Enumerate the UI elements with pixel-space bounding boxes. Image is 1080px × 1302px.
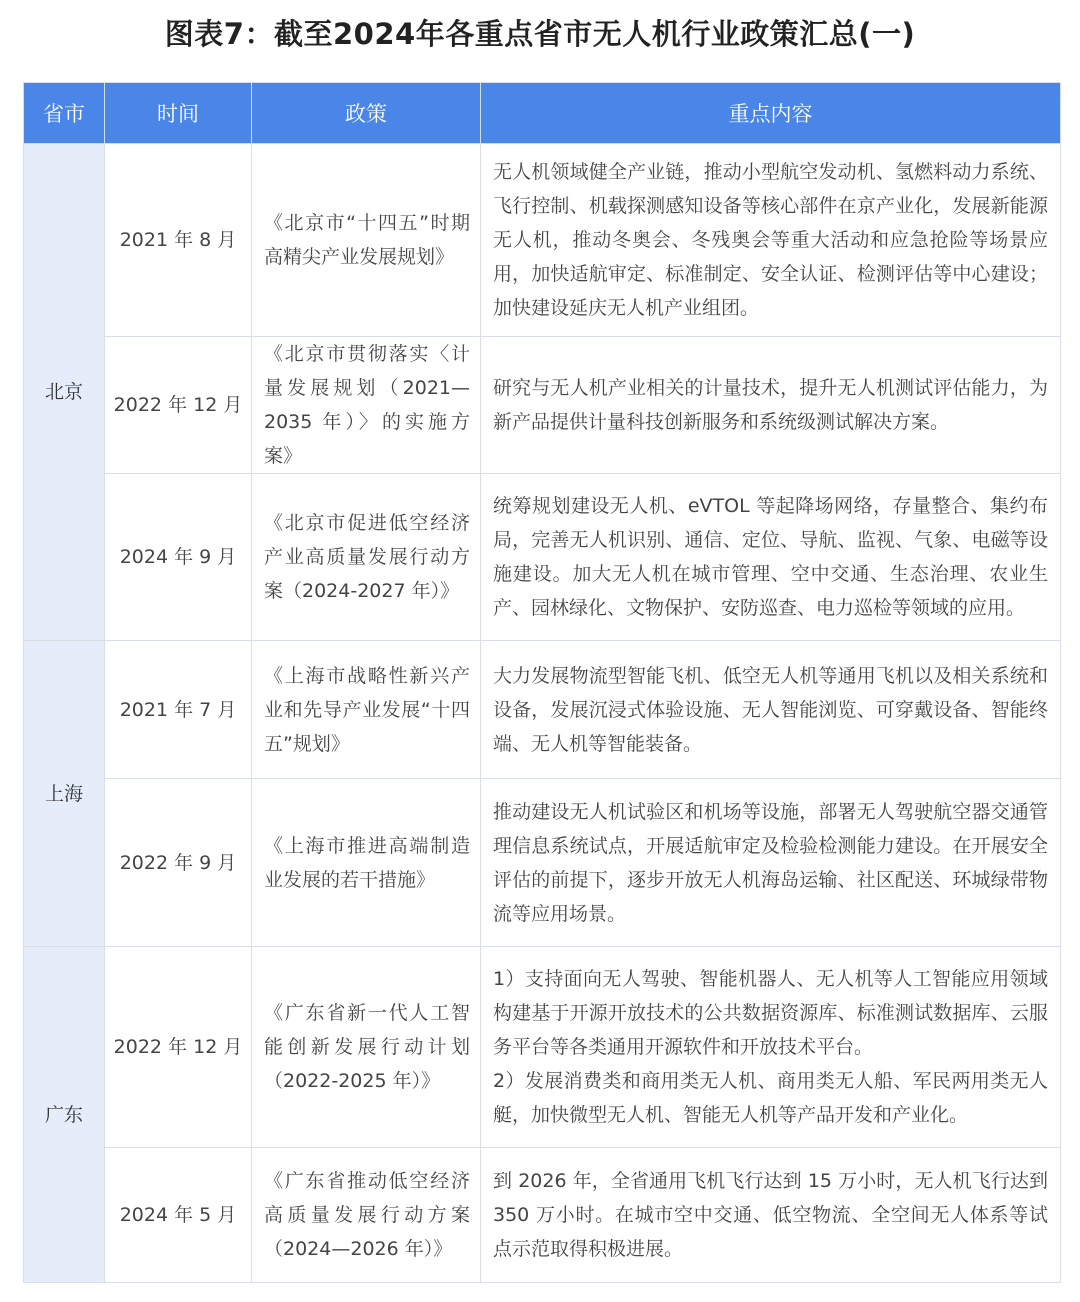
time-cell: 2021 年 7 月: [105, 641, 252, 779]
header-content: 重点内容: [481, 83, 1061, 144]
policy-cell: 《广东省新一代人工智能创新发展行动计划（2022-2025 年）》: [252, 947, 481, 1148]
content-cell: 推动建设无人机试验区和机场等设施，部署无人驾驶航空器交通管理信息系统试点，开展适航审定及检验检测能力建设。在开展安全评估的前提下，逐步开放无人机海岛运输、社区配送、环城绿带物流等应用场景。: [481, 779, 1061, 947]
policy-table: [23, 82, 1061, 1283]
content-cell: 大力发展物流型智能飞机、低空无人机等通用飞机以及相关系统和设备，发展沉浸式体验设施、无人智能浏览、可穿戴设备、智能终端、无人机等智能装备。: [481, 641, 1061, 779]
policy-cell: 《广东省推动低空经济高质量发展行动方案（2024—2026 年）》: [252, 1148, 481, 1283]
content-cell: [481, 947, 1061, 1148]
policy-cell: 《北京市贯彻落实〈计量发展规划（2021—2035 年）〉的实施方案》: [252, 337, 481, 474]
policy-cell: 《北京市“十四五”时期高精尖产业发展规划》: [252, 144, 481, 337]
table-row: [24, 144, 1061, 337]
time-cell: 2022 年 12 月: [105, 337, 252, 474]
content-point-1: 1）支持面向无人驾驶、智能机器人、无人机等人工智能应用领域构建基于开源开放技术的公共数据资源库、标准测试数据库、云服务平台等各类通用开源软件和开放技术平台。: [493, 968, 1048, 1058]
content-cell: 无人机领域健全产业链，推动小型航空发动机、氢燃料动力系统、飞行控制、机载探测感知设备等核心部件在京产业化，发展新能源无人机，推动冬奥会、冬残奥会等重大活动和应急抢险等场景应用，加快适航审定、标准制定、安全认证、检测评估等中心建设；加快建设延庆无人机产业组团。: [481, 144, 1061, 337]
time-cell: 2022 年 12 月: [105, 947, 252, 1148]
table-row: [24, 474, 1061, 641]
table-row: [24, 337, 1061, 474]
policy-table-container: [23, 82, 1060, 1283]
province-cell-guangdong: 广东: [24, 947, 105, 1283]
policy-cell: 《上海市战略性新兴产业和先导产业发展“十四五”规划》: [252, 641, 481, 779]
time-cell: 2022 年 9 月: [105, 779, 252, 947]
province-cell-beijing: 北京: [24, 144, 105, 641]
table-row: [24, 779, 1061, 947]
table-header-row: [24, 83, 1061, 144]
header-province: 省市: [24, 83, 105, 144]
policy-cell: 《北京市促进低空经济产业高质量发展行动方案（2024-2027 年）》: [252, 474, 481, 641]
content-cell: 研究与无人机产业相关的计量技术，提升无人机测试评估能力，为新产品提供计量科技创新服务和系统级测试解决方案。: [481, 337, 1061, 474]
content-cell: 到 2026 年，全省通用飞机飞行达到 15 万小时，无人机飞行达到 350 万小时。在城市空中交通、低空物流、全空间无人体系等试点示范取得积极进展。: [481, 1148, 1061, 1283]
table-row: [24, 1148, 1061, 1283]
content-cell: 统筹规划建设无人机、eVTOL 等起降场网络，存量整合、集约布局，完善无人机识别、通信、定位、导航、监视、气象、电磁等设施建设。加大无人机在城市管理、空中交通、生态治理、农业生产、园林绿化、文物保护、安防巡查、电力巡检等领域的应用。: [481, 474, 1061, 641]
policy-cell: 《上海市推进高端制造业发展的若干措施》: [252, 779, 481, 947]
time-cell: 2024 年 5 月: [105, 1148, 252, 1283]
province-cell-shanghai: 上海: [24, 641, 105, 947]
time-cell: 2024 年 9 月: [105, 474, 252, 641]
header-policy: 政策: [252, 83, 481, 144]
table-row: [24, 641, 1061, 779]
time-cell: 2021 年 8 月: [105, 144, 252, 337]
table-row: [24, 947, 1061, 1148]
header-time: 时间: [105, 83, 252, 144]
content-point-2: 2）发展消费类和商用类无人机、商用类无人船、军民两用类无人艇，加快微型无人机、智能无人机等产品开发和产业化。: [493, 1070, 1048, 1126]
page-title: 图表7：截至2024年各重点省市无人机行业政策汇总(一): [164, 17, 916, 51]
